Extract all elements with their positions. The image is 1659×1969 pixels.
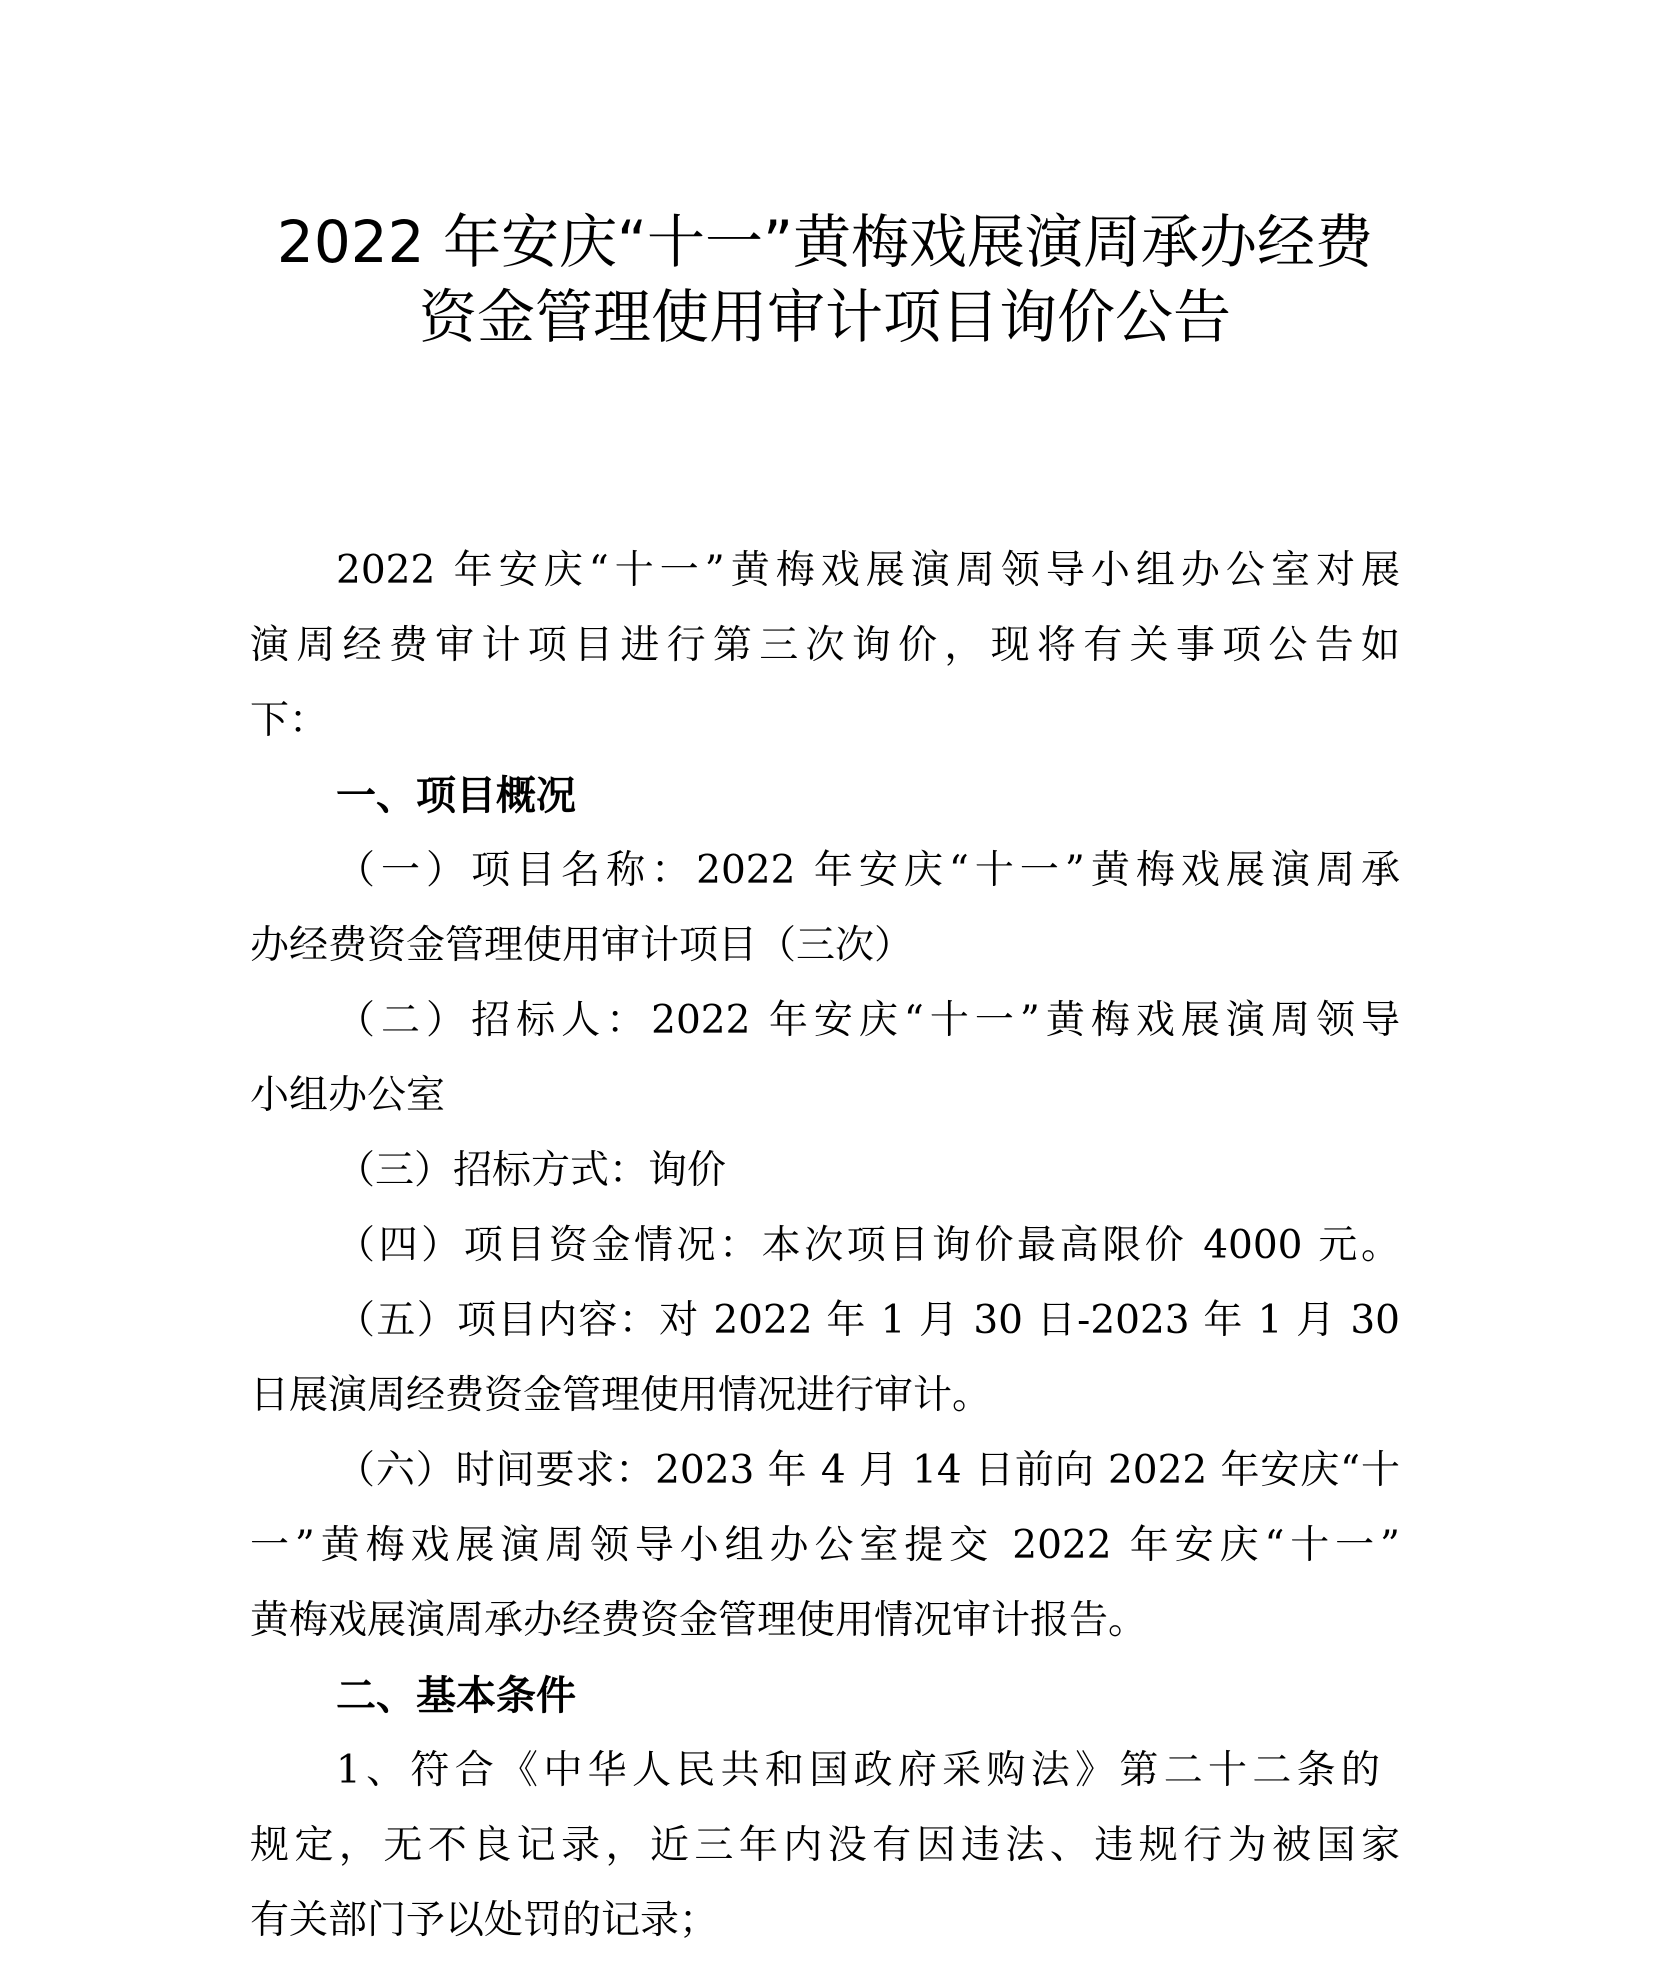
section-1-heading: 一、项目概况	[336, 773, 576, 819]
time-requirement-line-2: 一”黄梅戏展演周领导小组办公室提交 2022 年安庆“十一”	[250, 1523, 1400, 1568]
condition-1-line-2: 规定，无不良记录，近三年内没有因违法、违规行为被国家	[250, 1823, 1400, 1868]
project-name-line-2: 办经费资金管理使用审计项目（三次）	[250, 923, 914, 968]
tenderer-line-2: 小组办公室	[250, 1073, 446, 1118]
project-funding: （四）项目资金情况：本次项目询价最高限价 4000 元。	[336, 1223, 1400, 1268]
condition-1-line-1: 1、符合《中华人民共和国政府采购法》第二十二条的	[336, 1748, 1380, 1793]
intro-paragraph-line-3: 下：	[250, 698, 329, 743]
section-2-heading: 二、基本条件	[336, 1673, 576, 1719]
project-name-line-1: （一）项目名称：2022 年安庆“十一”黄梅戏展演周承	[336, 848, 1400, 893]
condition-1-line-3: 有关部门予以处罚的记录；	[250, 1898, 719, 1943]
document-title-line-1: 2022 年安庆“十一”黄梅戏展演周承办经费	[276, 208, 1374, 276]
time-requirement-line-1: （六）时间要求：2023 年 4 月 14 日前向 2022 年安庆“十	[336, 1448, 1400, 1493]
project-content-line-2: 日展演周经费资金管理使用情况进行审计。	[250, 1373, 992, 1418]
time-requirement-line-3: 黄梅戏展演周承办经费资金管理使用情况审计报告。	[250, 1598, 1148, 1643]
intro-paragraph-line-2: 演周经费审计项目进行第三次询价，现将有关事项公告如	[250, 623, 1400, 668]
tenderer-line-1: （二）招标人：2022 年安庆“十一”黄梅戏展演周领导	[336, 998, 1400, 1043]
intro-paragraph-line-1: 2022 年安庆“十一”黄梅戏展演周领导小组办公室对展	[336, 548, 1400, 593]
document-title-line-2: 资金管理使用审计项目询价公告	[418, 283, 1231, 351]
tender-method: （三）招标方式：询价	[336, 1148, 727, 1193]
project-content-line-1: （五）项目内容：对 2022 年 1 月 30 日-2023 年 1 月 30	[336, 1298, 1400, 1343]
